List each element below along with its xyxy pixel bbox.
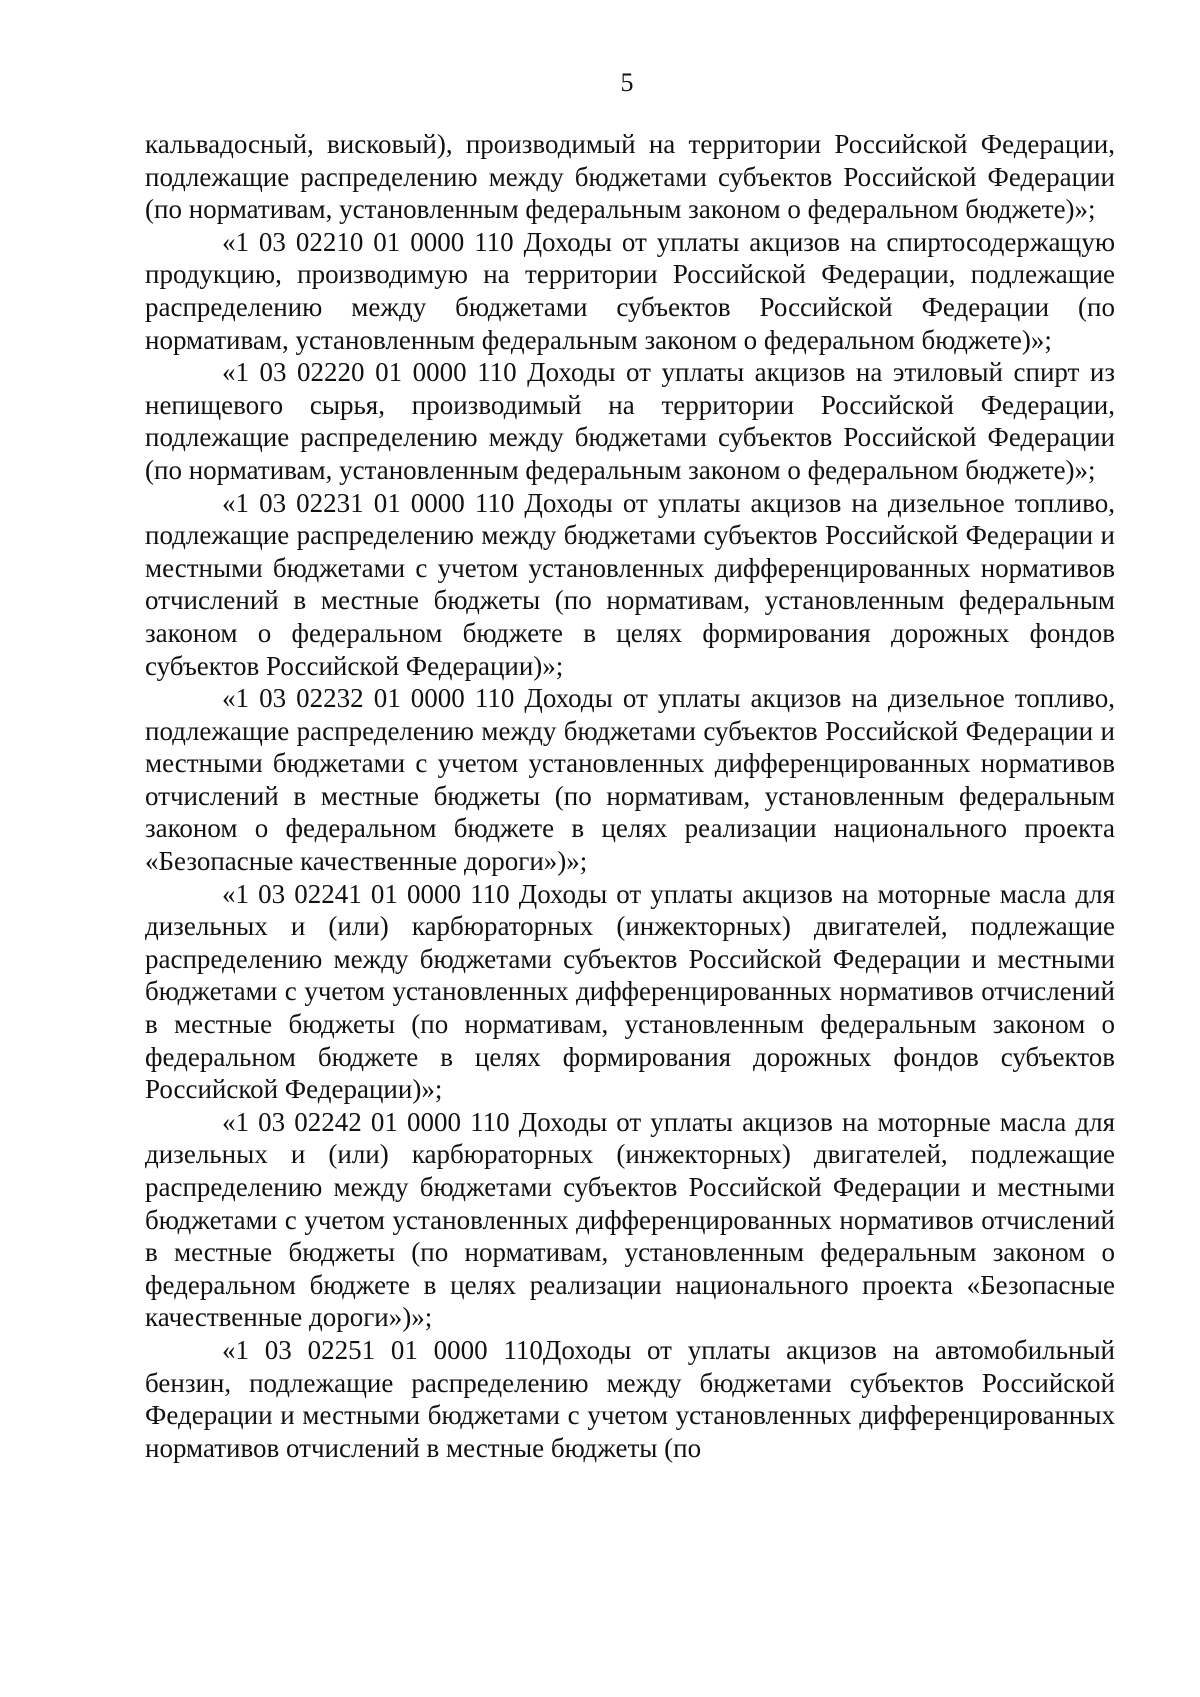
paragraph-1-03-02220: «1 03 02220 01 0000 110 Доходы от уплаты акцизов на этиловый спирт из непищевого сырья, производимый на территории Российской Федерации, подлежащие распределению между бюджетами субъектов Российской Федерации (по нормативам, установленным федеральным законом о федеральном бюджете)»; (145, 357, 1115, 485)
paragraph-1-03-02251: «1 03 02251 01 0000 110Доходы от уплаты акцизов на автомобильный бензин, подлежащие распределению между бюджетами субъектов Российской Федерации и местными бюджетами с учетом установленных дифференцированных нормативов отчислений в местные бюджеты (по (145, 1334, 1115, 1463)
paragraph-1-03-02232: «1 03 02232 01 0000 110 Доходы от уплаты акцизов на дизельное топливо, подлежащие распределению между бюджетами субъектов Российской Федерации и местными бюджетами с учетом установленных дифференцированных нормативов отчислений в местные бюджеты (по нормативам, установленным федеральным законом о федеральном бюджете в целях реализации национального проекта «Безопасные качественные дороги»)»; (145, 683, 1115, 877)
document-body (145, 128, 1115, 1464)
page-number: 5 (620, 68, 634, 97)
paragraph-1-03-02242: «1 03 02242 01 0000 110 Доходы от уплаты акцизов на моторные масла для дизельных и (или) карбюраторных (инжекторных) двигателей, подлежащие распределению между бюджетами субъектов Российской Федерации и местными бюджетами с учетом установленных дифференцированных нормативов отчислений в местные бюджеты (по нормативам, установленным федеральным законом о федеральном бюджете в целях реализации национального проекта «Безопасные качественные дороги»)»; (145, 1106, 1115, 1333)
paragraph-1-03-02241: «1 03 02241 01 0000 110 Доходы от уплаты акцизов на моторные масла для дизельных и (или) карбюраторных (инжекторных) двигателей, подлежащие распределению между бюджетами субъектов Российской Федерации и местными бюджетами с учетом установленных дифференцированных нормативов отчислений в местные бюджеты (по нормативам, установленным федеральным законом о федеральном бюджете в целях формирования дорожных фондов субъектов Российской Федерации)»; (145, 878, 1115, 1105)
paragraph-1-03-02210: «1 03 02210 01 0000 110 Доходы от уплаты акцизов на спиртосодержащую продукцию, производимую на территории Российской Федерации, подлежащие распределению между бюджетами субъектов Российской Федерации (по нормативам, установленным федеральным законом о федеральном бюджете)»; (145, 226, 1115, 355)
paragraph-1-03-02231: «1 03 02231 01 0000 110 Доходы от уплаты акцизов на дизельное топливо, подлежащие распределению между бюджетами субъектов Российской Федерации и местными бюджетами с учетом установленных дифференцированных нормативов отчислений в местные бюджеты (по нормативам, установленным федеральным законом о федеральном бюджете в целях формирования дорожных фондов субъектов Российской Федерации)»; (145, 487, 1115, 681)
paragraph-continued: кальвадосный, висковый), производимый на территории Российской Федерации, подлежащие распределению между бюджетами субъектов Российской Федерации (по нормативам, установленным федеральным законом о федеральном бюджете)»; (145, 129, 1115, 225)
